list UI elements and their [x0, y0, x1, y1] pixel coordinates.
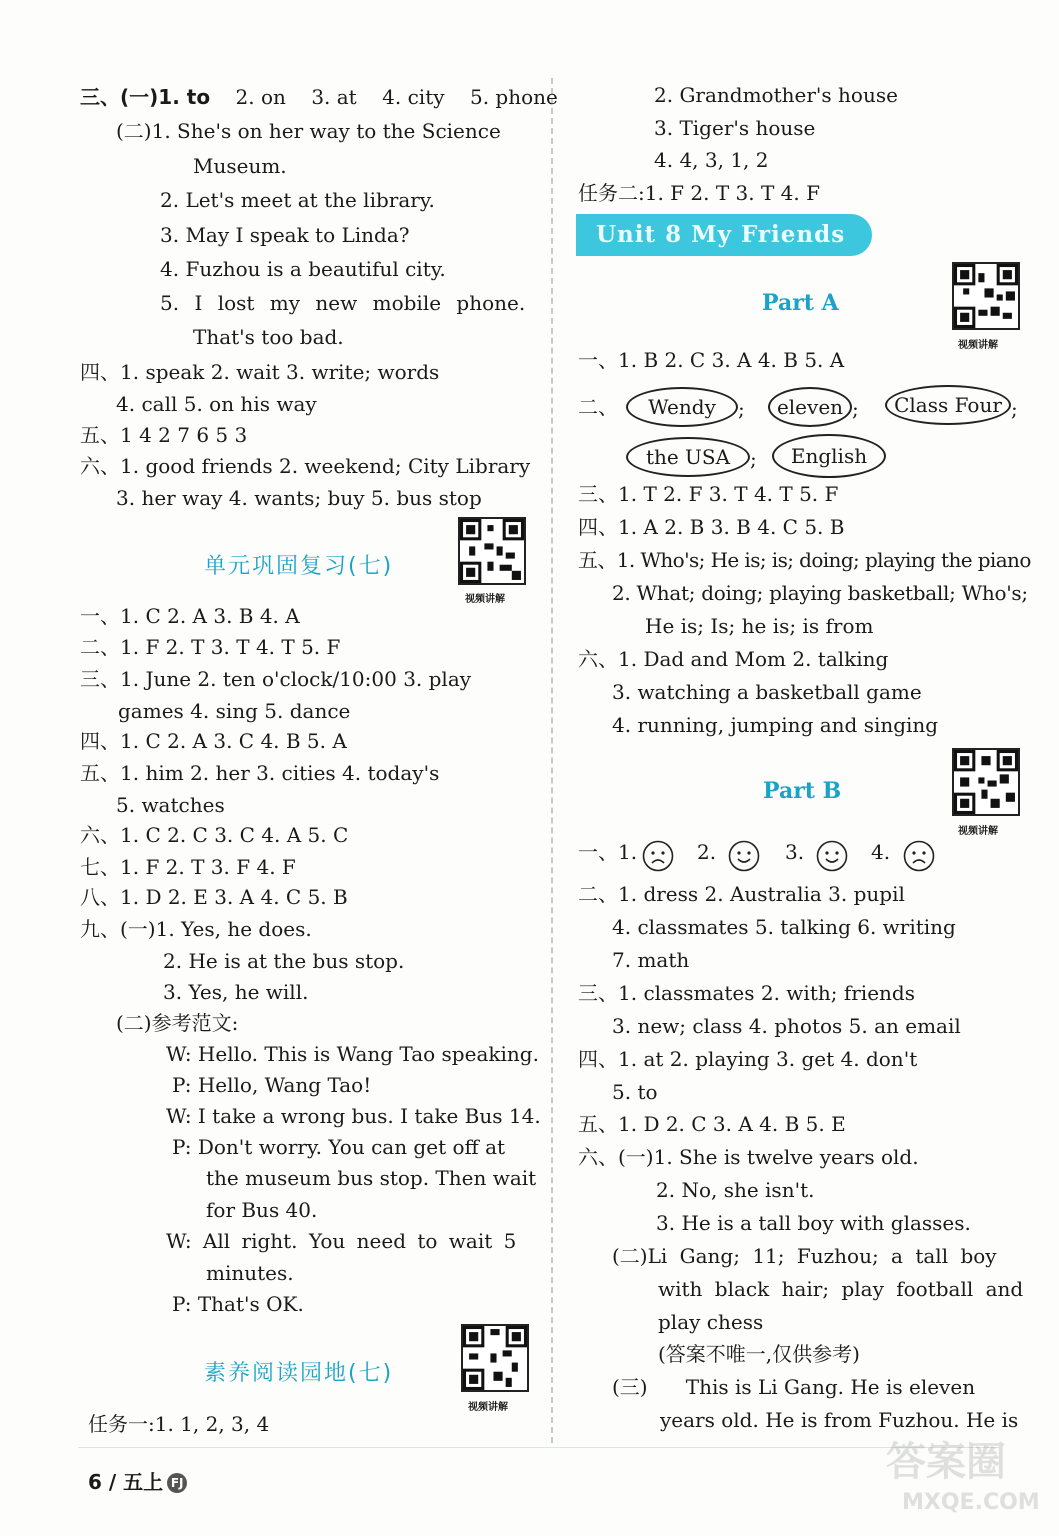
answer-line: 二、	[578, 395, 618, 419]
dialogue-line: for Bus 40.	[206, 1198, 318, 1222]
sad-face-icon	[903, 840, 935, 872]
happy-face-icon	[728, 840, 760, 872]
answer-label: 3.	[785, 840, 805, 864]
answer-line: (二)Li Gang; 11; Fuzhou; a tall boy	[612, 1244, 997, 1268]
answer-line: (二)参考范文:	[116, 1011, 239, 1035]
answer-line: 二、1. dress 2. Australia 3. pupil	[578, 882, 905, 906]
part-title: Part A	[762, 290, 839, 316]
answer-line: 3. Yes, he will.	[163, 980, 309, 1004]
happy-face-icon	[816, 840, 848, 872]
answer-line: He is; Is; he is; is from	[645, 614, 874, 638]
answer-line: 5. watches	[116, 793, 225, 817]
answer-line: (三) This is Li Gang. He is eleven	[612, 1375, 976, 1399]
answer-line: 八、1. D 2. E 3. A 4. C 5. B	[80, 885, 348, 909]
answer-line: 5. I lost my new mobile phone.	[160, 291, 526, 315]
dialogue-line: P: That's OK.	[172, 1292, 304, 1316]
unit-title: Unit 8 My Friends	[596, 221, 846, 248]
column-divider	[551, 78, 553, 1443]
answer-line: 五、1 4 2 7 6 5 3	[80, 423, 248, 447]
answer-line: 5. to	[612, 1080, 658, 1104]
answer-line: 4. Fuzhou is a beautiful city.	[160, 257, 446, 281]
answer-line: (二)1. She's on her way to the Science	[116, 119, 501, 143]
qr-code[interactable]	[458, 517, 526, 585]
section-title: 素养阅读园地(七)	[204, 1361, 394, 1386]
answer-line: 三、(一)1. to 2. on 3. at 4. city 5. phone	[80, 85, 558, 109]
answer-line: 七、1. F 2. T 3. F 4. F	[80, 855, 296, 879]
answer-line: 六、(一)1. She is twelve years old.	[578, 1145, 919, 1169]
answer-line: 五、1. Who's; He is; is; doing; playing the piano	[578, 548, 1031, 572]
circled-answer: Class Four	[885, 385, 1011, 425]
answer-line: Museum.	[193, 154, 287, 178]
answer-line: 一、1. B 2. C 3. A 4. B 5. A	[578, 348, 845, 372]
dialogue-line: W: All right. You need to wait 5	[166, 1229, 517, 1253]
answer-line: 二、1. F 2. T 3. T 4. T 5. F	[80, 635, 341, 659]
qr-code[interactable]	[461, 1324, 529, 1392]
edition-badge: FJ	[167, 1473, 187, 1493]
qr-caption: 视频讲解	[465, 594, 505, 605]
answer-line: 2. He is at the bus stop.	[163, 949, 405, 973]
answer-line: 3. new; class 4. photos 5. an email	[612, 1014, 961, 1038]
separator: ;	[750, 447, 757, 471]
answer-line: 任务一:1. 1, 2, 3, 4	[88, 1412, 270, 1436]
answer-line: 2. No, she isn't.	[656, 1178, 815, 1202]
qr-code[interactable]	[952, 748, 1020, 816]
answer-line: 一、1. C 2. A 3. B 4. A	[80, 604, 300, 628]
watermark: 答案圈 MXQE.COM	[886, 1439, 1040, 1515]
circled-answer: eleven	[768, 387, 852, 427]
answer-line: 3. May I speak to Linda?	[160, 223, 410, 247]
answer-line: with black hair; play football and	[658, 1277, 1024, 1301]
answer-line: 五、1. him 2. her 3. cities 4. today's	[80, 761, 440, 785]
answer-line: 4. classmates 5. talking 6. writing	[612, 915, 956, 939]
circled-answer: Wendy	[626, 387, 738, 427]
answer-line: 3. He is a tall boy with glasses.	[656, 1211, 971, 1235]
page-number: 6	[88, 1470, 102, 1494]
answer-line: 六、1. good friends 2. weekend; City Library	[80, 454, 531, 478]
answer-line: 7. math	[612, 948, 690, 972]
answer-line: 六、1. C 2. C 3. C 4. A 5. C	[80, 823, 349, 847]
qr-code[interactable]	[952, 262, 1020, 330]
qr-caption: 视频讲解	[958, 340, 998, 351]
answer-line: 六、1. Dad and Mom 2. talking	[578, 647, 889, 671]
answer-line: 3. Tiger's house	[654, 116, 816, 140]
answer-line: games 4. sing 5. dance	[118, 699, 351, 723]
answer-line: 四、1. C 2. A 3. C 4. B 5. A	[80, 729, 347, 753]
answer-line: 三、1. T 2. F 3. T 4. T 5. F	[578, 482, 839, 506]
qr-caption: 视频讲解	[468, 1402, 508, 1413]
answer-line: years old. He is from Fuzhou. He is	[660, 1408, 1019, 1432]
answer-line: 任务二:1. F 2. T 3. T 4. F	[578, 181, 821, 205]
circled-answer: the USA	[626, 437, 750, 477]
answer-line: 2. Let's meet at the library.	[160, 188, 435, 212]
answer-line: 4. running, jumping and singing	[612, 713, 939, 737]
answer-line: 4. call 5. on his way	[116, 392, 317, 416]
page-footer: 6 / 五上 FJ	[88, 1466, 187, 1495]
separator: ;	[1011, 397, 1018, 421]
grade-label: 五上	[123, 1470, 164, 1494]
dialogue-line: W: Hello. This is Wang Tao speaking.	[166, 1042, 539, 1066]
answer-line: 五、1. D 2. C 3. A 4. B 5. E	[578, 1112, 846, 1136]
part-title: Part B	[763, 778, 842, 804]
answer-line: 2. What; doing; playing basketball; Who's;	[612, 581, 1028, 605]
dialogue-line: the museum bus stop. Then wait	[206, 1166, 537, 1190]
answer-label: 一、1.	[578, 840, 638, 864]
section-title: 单元巩固复习(七)	[204, 554, 394, 579]
answer-line: 三、1. classmates 2. with; friends	[578, 981, 915, 1005]
unit-banner	[576, 214, 872, 256]
answer-line: 三、1. June 2. ten o'clock/10:00 3. play	[80, 667, 472, 691]
answer-line: 2. Grandmother's house	[654, 83, 898, 107]
answer-line: 3. watching a basketball game	[612, 680, 922, 704]
answer-line: play chess	[658, 1310, 764, 1334]
answer-line: 3. her way 4. wants; buy 5. bus stop	[116, 486, 482, 510]
dialogue-line: P: Hello, Wang Tao!	[172, 1073, 372, 1097]
separator: ;	[738, 397, 745, 421]
separator: ;	[852, 397, 859, 421]
answer-label: 4.	[871, 840, 891, 864]
footer-rule	[78, 1447, 999, 1448]
circled-answer: English	[772, 434, 886, 478]
dialogue-line: minutes.	[206, 1261, 294, 1285]
answer-note: (答案不唯一,仅供参考)	[658, 1342, 860, 1366]
dialogue-line: W: I take a wrong bus. I take Bus 14.	[166, 1104, 541, 1128]
qr-caption: 视频讲解	[958, 826, 998, 837]
answer-line: 4. 4, 3, 1, 2	[654, 148, 769, 172]
dialogue-line: P: Don't worry. You can get off at	[172, 1135, 506, 1159]
answer-line: That's too bad.	[193, 325, 344, 349]
answer-line: 九、(一)1. Yes, he does.	[80, 917, 312, 941]
answer-label: 2.	[697, 840, 717, 864]
answer-line: 四、1. speak 2. wait 3. write; words	[80, 360, 440, 384]
answer-line: 四、1. A 2. B 3. B 4. C 5. B	[578, 515, 845, 539]
sad-face-icon	[642, 840, 674, 872]
answer-line: 四、1. at 2. playing 3. get 4. don't	[578, 1047, 918, 1071]
